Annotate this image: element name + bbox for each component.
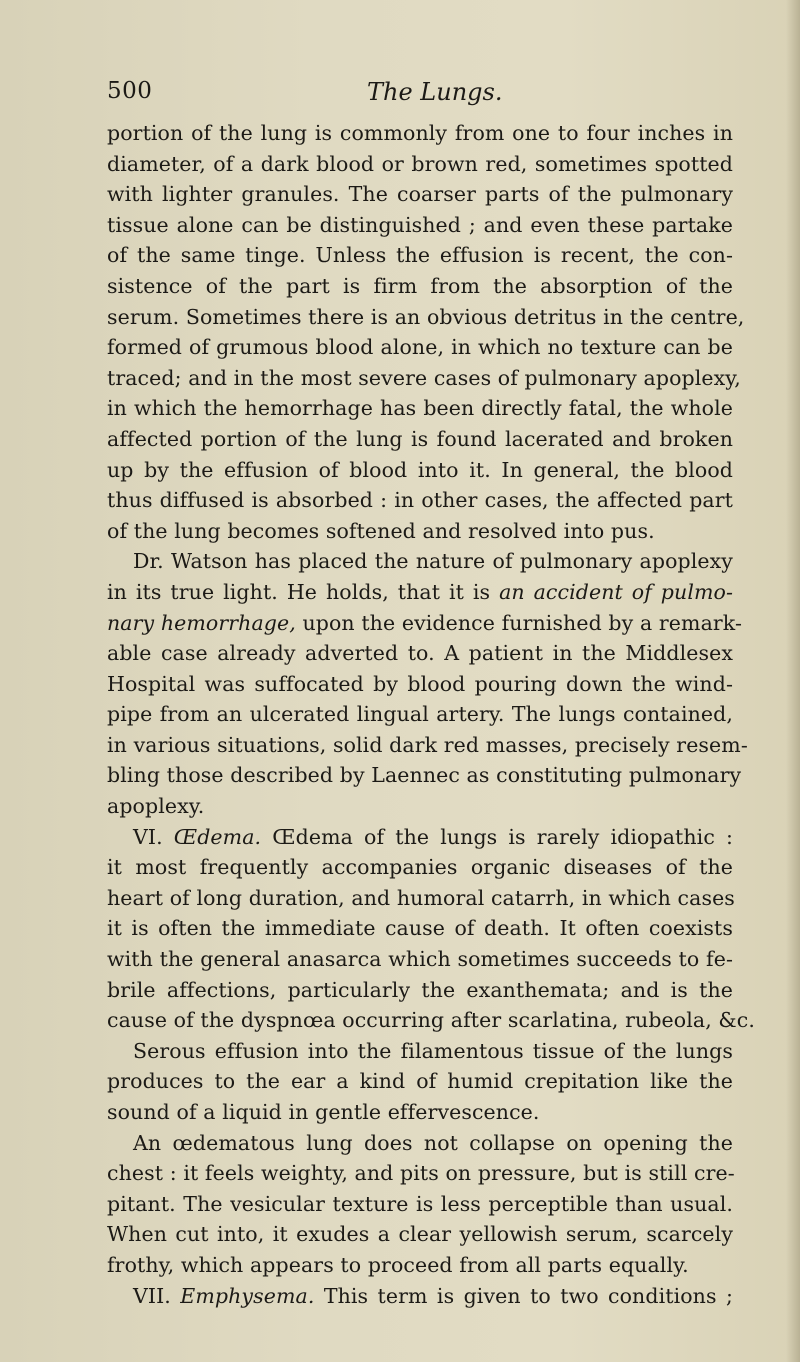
text-segment: pipe from an ulcerated lingual artery. The lungs contained, bbox=[107, 702, 733, 727]
text-segment: affected portion of the lung is found lacerated and broken bbox=[107, 426, 733, 451]
text-line bbox=[107, 822, 733, 853]
text-segment: up by the effusion of blood into it. In general, the blood bbox=[107, 457, 733, 482]
text-line bbox=[107, 516, 733, 547]
text-segment: Serous effusion into the filamentous tissue of the lungs bbox=[133, 1038, 733, 1063]
text-line bbox=[107, 393, 733, 424]
text-segment: Œdema of the lungs is rarely idiopathic : bbox=[261, 824, 733, 849]
text-line bbox=[107, 1097, 733, 1128]
text-segment: apoplexy. bbox=[107, 794, 205, 819]
text-line bbox=[107, 1219, 733, 1250]
text-segment: with the general anasarca which sometimes succeeds to fe- bbox=[107, 947, 733, 972]
text-line bbox=[107, 1005, 755, 1036]
text-line bbox=[107, 852, 733, 883]
italic-text-segment: an accident of pulmo- bbox=[499, 579, 734, 604]
text-line bbox=[107, 730, 748, 761]
text-segment: cause of the dyspnœa occurring after scarlatina, rubeola, &c. bbox=[107, 1008, 755, 1033]
text-segment: This term is given to two conditions ; bbox=[314, 1283, 733, 1308]
text-line bbox=[107, 638, 733, 669]
text-line bbox=[107, 975, 733, 1006]
italic-text-segment: Emphysema. bbox=[180, 1283, 315, 1308]
text-segment: able case already adverted to. A patient in the Middlesex bbox=[107, 641, 733, 666]
text-segment: frothy, which appears to proceed from all parts equally. bbox=[107, 1252, 689, 1277]
text-line bbox=[107, 669, 733, 700]
text-segment: with lighter granules. The coarser parts of the pulmonary bbox=[107, 182, 733, 207]
text-segment: of the lung becomes softened and resolved into pus. bbox=[107, 518, 655, 543]
page-number: 500 bbox=[107, 78, 153, 104]
text-line bbox=[107, 791, 733, 822]
text-segment: VI. bbox=[133, 824, 174, 849]
text-line bbox=[107, 149, 733, 180]
text-segment: brile affections, particularly the exanthemata; and is the bbox=[107, 977, 733, 1002]
text-line bbox=[107, 883, 733, 914]
text-segment: portion of the lung is commonly from one to four inches in bbox=[107, 121, 733, 145]
text-segment: An œdematous lung does not collapse on opening the bbox=[133, 1130, 733, 1155]
text-line bbox=[107, 118, 733, 149]
text-segment: VII. bbox=[133, 1283, 181, 1308]
text-segment: upon the evidence furnished by a remark- bbox=[295, 610, 742, 635]
page-edge-shadow bbox=[786, 0, 800, 1362]
text-line bbox=[107, 1189, 733, 1220]
text-segment: thus diffused is absorbed : in other cases, the affected part bbox=[107, 488, 733, 513]
text-line bbox=[107, 1036, 733, 1067]
running-title: The Lungs. bbox=[367, 78, 503, 106]
text-segment: in which the hemorrhage has been directly fatal, the whole bbox=[107, 396, 733, 421]
text-line bbox=[107, 913, 733, 944]
text-line bbox=[107, 332, 733, 363]
text-segment: produces to the ear a kind of humid crepitation like the bbox=[107, 1069, 733, 1094]
text-line bbox=[107, 1128, 733, 1159]
body-text bbox=[107, 118, 755, 1311]
text-segment: When cut into, it exudes a clear yellowish serum, scarcely bbox=[107, 1222, 733, 1247]
text-segment: sistence of the part is firm from the absorption of the bbox=[107, 273, 733, 298]
text-line bbox=[107, 210, 733, 241]
text-segment: it most frequently accompanies organic diseases of the bbox=[107, 855, 733, 880]
text-segment: diameter, of a dark blood or brown red, sometimes spotted bbox=[107, 151, 733, 176]
text-line bbox=[107, 455, 733, 486]
text-segment: traced; and in the most severe cases of pulmonary apoplexy, bbox=[107, 365, 741, 390]
text-line bbox=[107, 271, 733, 302]
italic-text-segment: nary hemorrhage, bbox=[107, 610, 296, 635]
text-line bbox=[107, 302, 745, 333]
text-line bbox=[107, 485, 733, 516]
text-line bbox=[107, 699, 733, 730]
text-segment: it is often the immediate cause of death. It often coexists bbox=[107, 916, 733, 941]
text-line bbox=[107, 944, 733, 975]
text-line bbox=[107, 1281, 733, 1312]
text-line bbox=[107, 1250, 733, 1281]
text-segment: formed of grumous blood alone, in which no texture can be bbox=[107, 335, 733, 360]
text-segment: of the same tinge. Unless the effusion is recent, the con- bbox=[107, 243, 733, 268]
text-line bbox=[107, 424, 733, 455]
text-line bbox=[107, 240, 733, 271]
text-segment: chest : it feels weighty, and pits on pressure, but is still cre- bbox=[107, 1161, 735, 1186]
text-segment: heart of long duration, and humoral catarrh, in which cases bbox=[107, 885, 735, 910]
text-segment: in various situations, solid dark red masses, precisely resem- bbox=[107, 732, 748, 757]
text-segment: sound of a liquid in gentle effervescence. bbox=[107, 1100, 540, 1124]
text-segment: Hospital was suffocated by blood pouring down the wind- bbox=[107, 671, 733, 696]
text-segment: serum. Sometimes there is an obvious detritus in the centre, bbox=[107, 304, 745, 329]
text-segment: in its true light. He holds, that it is bbox=[107, 579, 500, 604]
text-line bbox=[107, 363, 741, 394]
text-line bbox=[107, 760, 742, 791]
text-segment: pitant. The vesicular texture is less perceptible than usual. bbox=[107, 1191, 733, 1216]
page-header bbox=[107, 78, 733, 112]
text-line bbox=[107, 608, 742, 639]
text-line bbox=[107, 1066, 733, 1097]
italic-text-segment: Œdema. bbox=[173, 824, 262, 849]
text-line bbox=[107, 546, 733, 577]
text-segment: Dr. Watson has placed the nature of pulmonary apoplexy bbox=[133, 549, 733, 574]
text-segment: bling those described by Laennec as constituting pulmonary bbox=[107, 763, 742, 788]
text-line bbox=[107, 179, 733, 210]
text-segment: tissue alone can be distinguished ; and even these partake bbox=[107, 212, 733, 237]
text-line bbox=[107, 577, 733, 608]
text-line bbox=[107, 1158, 733, 1189]
